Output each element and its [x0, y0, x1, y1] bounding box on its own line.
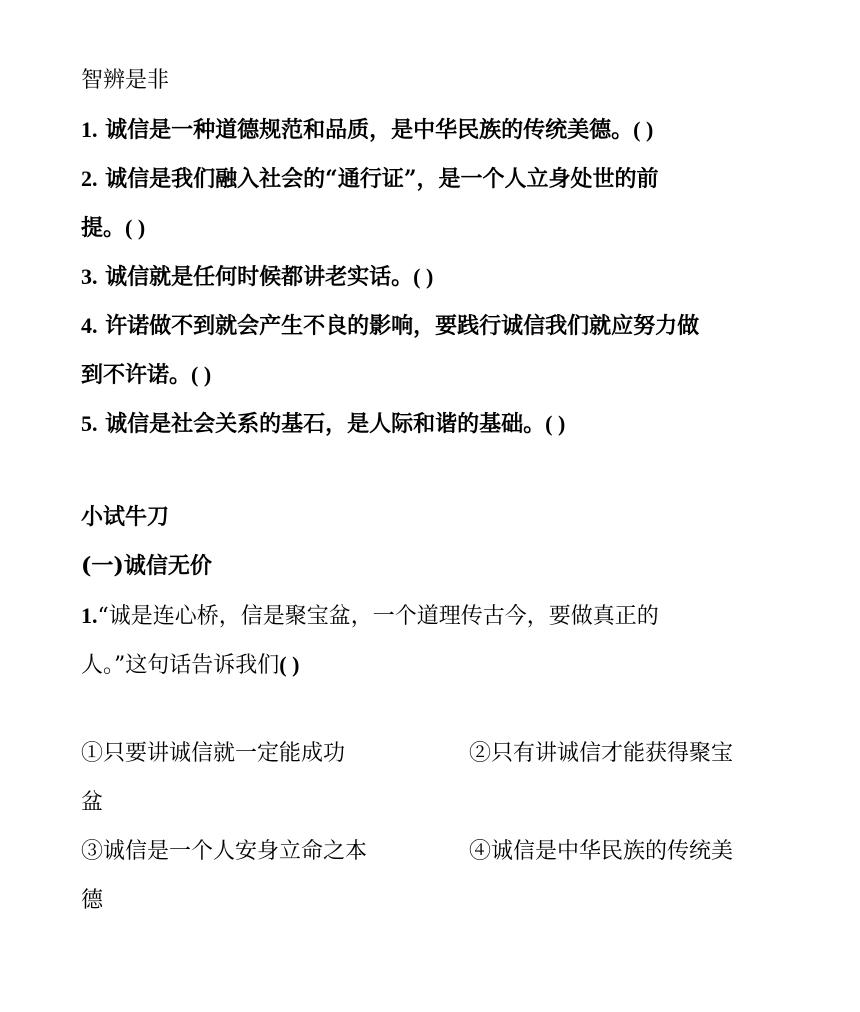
- options-row-2: [81, 827, 781, 876]
- option-4[interactable]: ④诚信是中华民族的传统美: [469, 839, 734, 864]
- option-3[interactable]: ③诚信是一个人安身立命之本: [81, 839, 368, 864]
- item-number: 4.: [81, 313, 98, 338]
- question-text: “诚是连心桥，信是聚宝盆，一个道理传古今，要做真正的: [97, 604, 659, 629]
- item-number: 1.: [81, 117, 98, 142]
- item-text-continued: 到不许诺。: [81, 362, 192, 388]
- item-text: 许诺做不到就会产生不良的影响，要践行诚信我们就应努力做: [97, 313, 700, 339]
- judge-item-3: [81, 252, 781, 301]
- judge-item-4-continued: [81, 350, 781, 399]
- option-2-wrap: 盆: [81, 790, 104, 815]
- section-spacer: [81, 448, 781, 493]
- judge-item-2-continued: [81, 203, 781, 252]
- options-spacer: [81, 689, 781, 729]
- question-text-continued: 人。”这句话告诉我们: [81, 653, 280, 678]
- item-number: 3.: [81, 264, 98, 289]
- answer-blank[interactable]: ( ): [191, 362, 212, 387]
- judge-item-2: [81, 154, 781, 203]
- answer-blank[interactable]: ( ): [279, 652, 300, 677]
- question-number: 1.: [81, 603, 98, 628]
- item-number: 2.: [81, 166, 98, 191]
- item-text: 诚信是社会关系的基石，是人际和谐的基础。: [97, 411, 546, 437]
- item-text: 诚信是我们融入社会的“通行证”，是一个人立身处世的前: [97, 166, 659, 192]
- item-text-continued: 提。: [81, 215, 126, 241]
- options-row-1: [81, 729, 781, 778]
- subsection-heading: (一)诚信无价: [81, 553, 212, 579]
- option-2[interactable]: ②只有讲诚信才能获得聚宝: [469, 741, 734, 766]
- item-text: 诚信是一种道德规范和品质，是中华民族的传统美德。: [97, 117, 634, 143]
- answer-blank[interactable]: ( ): [125, 215, 146, 240]
- option-4-wrap: 德: [81, 888, 104, 913]
- item-text: 诚信就是任何时候都讲老实话。: [97, 264, 414, 290]
- section-heading-judge: 智辨是非: [81, 68, 170, 93]
- answer-blank[interactable]: ( ): [633, 117, 654, 142]
- answer-blank[interactable]: ( ): [545, 411, 566, 436]
- judge-item-5: [81, 399, 781, 448]
- options-row-1-wrap: [81, 778, 781, 827]
- option-1[interactable]: ①只要讲诚信就一定能成功: [81, 741, 346, 766]
- question-1: [81, 591, 781, 640]
- judge-item-4: [81, 301, 781, 350]
- document-page: [81, 56, 781, 925]
- judge-item-1: [81, 105, 781, 154]
- answer-blank[interactable]: ( ): [413, 264, 434, 289]
- options-row-2-wrap: [81, 876, 781, 925]
- question-1-continued: [81, 640, 781, 689]
- item-number: 5.: [81, 411, 98, 436]
- section-heading-practice: 小试牛刀: [81, 504, 170, 530]
